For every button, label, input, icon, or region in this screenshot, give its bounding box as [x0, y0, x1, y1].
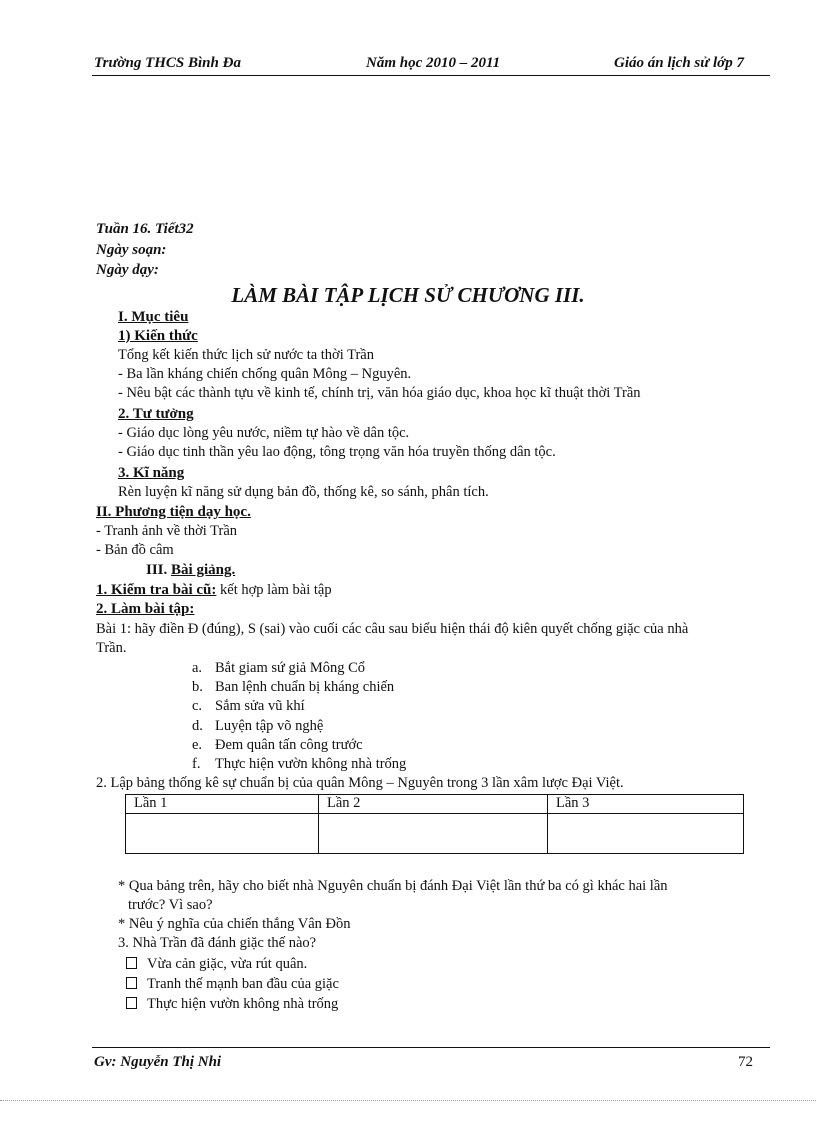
header-subject: Giáo án lịch sử lớp 7 — [614, 55, 744, 71]
footer-rule — [92, 1047, 770, 1048]
option-label: e. — [192, 737, 203, 753]
skills-line: Rèn luyện kĩ năng sử dụng bản đồ, thống kê, so sánh, phân tích. — [118, 484, 489, 500]
prep-date-label: Ngày soạn: — [96, 242, 167, 258]
lesson-heading — [146, 562, 235, 579]
objectives-heading: I. Mục tiêu — [118, 309, 189, 325]
attitude-line: - Giáo dục lòng yêu nước, niềm tự hào về dân tộc. — [118, 425, 410, 441]
materials-line: - Bản đồ câm — [96, 542, 174, 558]
choice-text: Vừa cản giặc, vừa rút quân. — [147, 956, 308, 972]
option-text: Thực hiện vườn không nhà trống — [215, 756, 407, 772]
header-school: Trường THCS Bình Đa — [94, 55, 241, 71]
choice-item — [126, 976, 339, 993]
check-text: kết hợp làm bài tập — [220, 582, 332, 598]
knowledge-heading: 1) Kiến thức — [118, 328, 198, 344]
table-cell — [126, 814, 319, 854]
teach-date-label: Ngày dạy: — [96, 262, 159, 278]
exercise-heading: 2. Làm bài tập: — [96, 601, 195, 617]
materials-heading: II. Phương tiện dạy học. — [96, 504, 251, 520]
table-cell — [548, 814, 744, 854]
table-header-cell: Lần 3 — [548, 795, 744, 814]
option-text: Sắm sửa vũ khí — [215, 698, 305, 714]
table-cell — [319, 814, 548, 854]
knowledge-line: - Ba lần kháng chiến chống quân Mông – Nguyên. — [118, 366, 412, 382]
option-text: Bắt giam sứ giả Mông Cổ — [215, 660, 366, 676]
table-header-cell: Lần 1 — [126, 795, 319, 814]
bai1-line: Trần. — [96, 640, 127, 656]
checkbox-icon[interactable] — [126, 957, 137, 969]
question-line: trước? Vì sao? — [128, 897, 213, 913]
choice-text: Thực hiện vườn không nhà trống — [147, 996, 339, 1012]
page-edge-divider — [0, 1100, 816, 1101]
choice-text: Tranh thế mạnh ban đầu của giặc — [147, 976, 339, 992]
attitude-line: - Giáo dục tinh thần yêu lao động, tông trọng văn hóa truyền thống dân tộc. — [118, 444, 556, 460]
knowledge-line: - Nêu bật các thành tựu về kinh tế, chính trị, văn hóa giáo dục, khoa học kĩ thuật thời Trần — [118, 385, 641, 401]
page-number: 72 — [738, 1054, 753, 1070]
option-label: f. — [192, 756, 201, 772]
bai2-line: 2. Lập bảng thống kê sự chuẩn bị của quân Mông – Nguyên trong 3 lần xâm lược Đại Việt. — [96, 775, 624, 791]
check-heading: 1. Kiểm tra bài cũ: — [96, 582, 217, 598]
lesson-title: Bài giảng. — [171, 562, 236, 578]
header-year: Năm học 2010 – 2011 — [366, 55, 501, 71]
option-label: d. — [192, 718, 203, 734]
header-rule — [92, 75, 770, 76]
table-header-cell: Lần 2 — [319, 795, 548, 814]
option-label: c. — [192, 698, 203, 714]
checkbox-icon[interactable] — [126, 977, 137, 989]
option-text: Ban lệnh chuẩn bị kháng chiến — [215, 679, 395, 695]
footer-teacher: Gv: Nguyễn Thị Nhi — [94, 1054, 222, 1070]
option-label: a. — [192, 660, 203, 676]
lesson-roman: III. — [146, 562, 168, 578]
statistics-table — [125, 794, 744, 854]
knowledge-line: Tổng kết kiến thức lịch sử nước ta thời Trần — [118, 347, 374, 363]
choice-item — [126, 996, 338, 1013]
attitude-heading: 2. Tư tưởng — [118, 406, 194, 422]
question-line: 3. Nhà Trần đã đánh giặc thế nào? — [118, 935, 317, 951]
materials-line: - Tranh ảnh về thời Trần — [96, 523, 237, 539]
option-text: Đem quân tấn công trước — [215, 737, 363, 753]
page-title: LÀM BÀI TẬP LỊCH SỬ CHƯƠNG III. — [231, 283, 585, 307]
question-line: * Nêu ý nghĩa của chiến thắng Vân Đồn — [118, 916, 351, 932]
choice-item — [126, 956, 307, 973]
week-label: Tuần 16. Tiết32 — [96, 221, 194, 237]
question-line: * Qua bảng trên, hãy cho biết nhà Nguyên chuẩn bị đánh Đại Việt lần thứ ba có gì khác hai lần — [118, 878, 668, 894]
checkbox-icon[interactable] — [126, 997, 137, 1009]
bai1-line: Bài 1: hãy điền Đ (đúng), S (sai) vào cuối các câu sau biểu hiện thái độ kiên quyết chống giặc của nhà — [96, 621, 689, 637]
skills-heading: 3. Kĩ năng — [118, 465, 185, 481]
option-text: Luyện tập võ nghệ — [215, 718, 324, 734]
option-label: b. — [192, 679, 203, 695]
check-line — [96, 582, 332, 599]
